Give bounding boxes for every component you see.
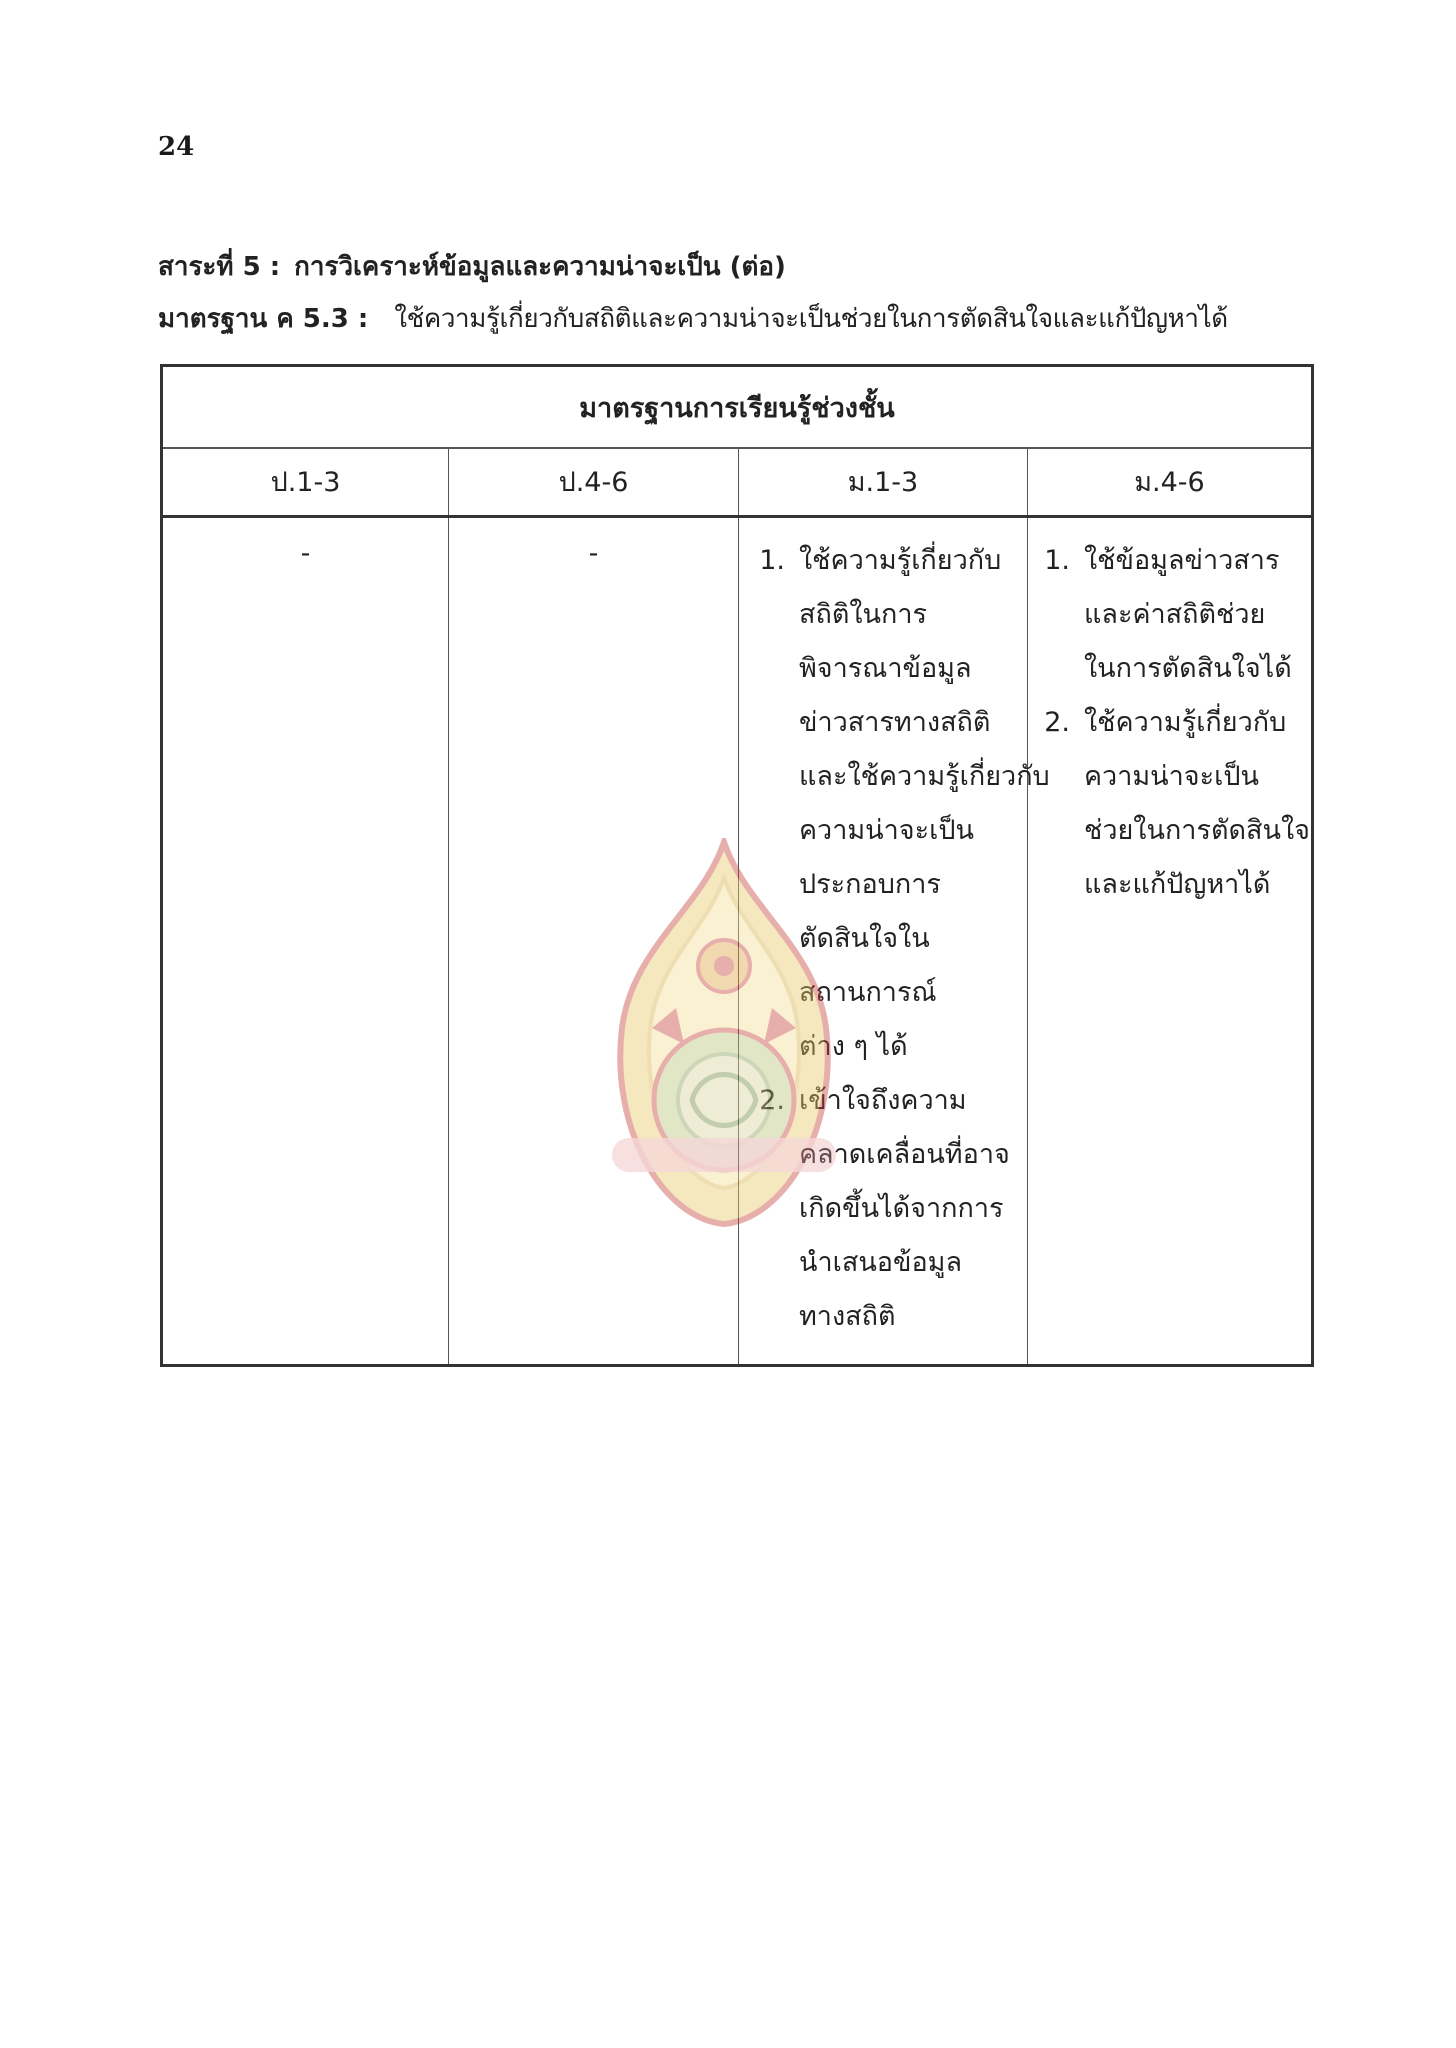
table-body-row [163, 518, 1311, 1364]
indicator-line: เกิดขึ้นได้จากการ [799, 1193, 1004, 1224]
indicator-text [795, 1074, 1010, 1344]
column-header-p4-6: ป.4-6 [449, 447, 739, 515]
indicator-line: เข้าใจถึงความ [799, 1085, 967, 1116]
standard-label: มาตรฐาน ค 5.3 : [158, 304, 369, 334]
indicator-line: ข่าวสารทางสถิติ [799, 707, 991, 738]
standard-text: ใช้ความรู้เกี่ยวกับสถิติและความน่าจะเป็นช่วยในการตัดสินใจและแก้ปัญหาได้ [394, 304, 1228, 334]
indicator-line: ในการตัดสินใจได้ [1084, 653, 1292, 684]
indicator-line: ใช้ความรู้เกี่ยวกับ [799, 545, 1002, 576]
indicator-number: 2. [759, 1085, 785, 1116]
cell-p1-3-value: - [300, 538, 311, 569]
table-header-row [163, 447, 1311, 518]
strand-heading [158, 246, 786, 287]
indicator-line: ช่วยในการตัดสินใจ [1084, 815, 1310, 846]
learning-standards-table [160, 364, 1314, 1367]
indicator-line: ต่าง ๆ ได้ [799, 1031, 908, 1062]
indicator-line: นำเสนอข้อมูล [799, 1247, 963, 1278]
indicator-item [1036, 534, 1311, 696]
page-number: 24 [158, 132, 195, 162]
indicator-text [795, 534, 1050, 1074]
indicator-line: สถิติในการ [799, 599, 928, 630]
column-header-p1-3: ป.1-3 [163, 447, 449, 515]
cell-p4-6 [449, 518, 739, 1364]
strand-label: สาระที่ 5 : [158, 252, 281, 282]
cell-p1-3 [163, 518, 449, 1364]
indicator-line: ความน่าจะเป็น [799, 815, 974, 846]
indicator-line: ความน่าจะเป็น [1084, 761, 1259, 792]
indicator-number: 1. [759, 545, 785, 576]
indicator-line: ทางสถิติ [799, 1301, 896, 1332]
indicator-line: สถานการณ์ [799, 977, 937, 1008]
indicator-text [1080, 696, 1310, 912]
m4-6-indicator-list [1028, 518, 1311, 912]
indicator-line: และใช้ความรู้เกี่ยวกับ [799, 761, 1050, 792]
indicator-item [751, 1074, 1027, 1344]
column-header-m4-6: ม.4-6 [1134, 466, 1205, 498]
indicator-line: และค่าสถิติช่วย [1084, 599, 1266, 630]
indicator-line: ใช้ความรู้เกี่ยวกับ [1084, 707, 1287, 738]
cell-p4-6-value: - [588, 538, 599, 569]
column-header-m1-3: ม.1-3 [739, 447, 1028, 515]
cell-m1-3 [739, 518, 1050, 1364]
indicator-number: 1. [1044, 545, 1070, 576]
m1-3-indicator-list [739, 518, 1050, 1344]
table-caption: มาตรฐานการเรียนรู้ช่วงชั้น [163, 367, 1311, 449]
indicator-line: พิจารณาข้อมูล [799, 653, 972, 684]
cell-m4-6 [1028, 518, 1311, 1364]
standard-heading [158, 298, 1228, 339]
indicator-line: คลาดเคลื่อนที่อาจ [799, 1139, 1010, 1170]
indicator-line: ใช้ข้อมูลข่าวสาร [1084, 545, 1280, 576]
indicator-text [1080, 534, 1292, 696]
indicator-item [751, 534, 1050, 1074]
indicator-item [1036, 696, 1311, 912]
indicator-line: และแก้ปัญหาได้ [1084, 869, 1271, 900]
indicator-line: ตัดสินใจใน [799, 923, 930, 954]
indicator-line: ประกอบการ [799, 869, 941, 900]
strand-title: การวิเคราะห์ข้อมูลและความน่าจะเป็น (ต่อ) [294, 252, 786, 282]
indicator-number: 2. [1044, 707, 1070, 738]
